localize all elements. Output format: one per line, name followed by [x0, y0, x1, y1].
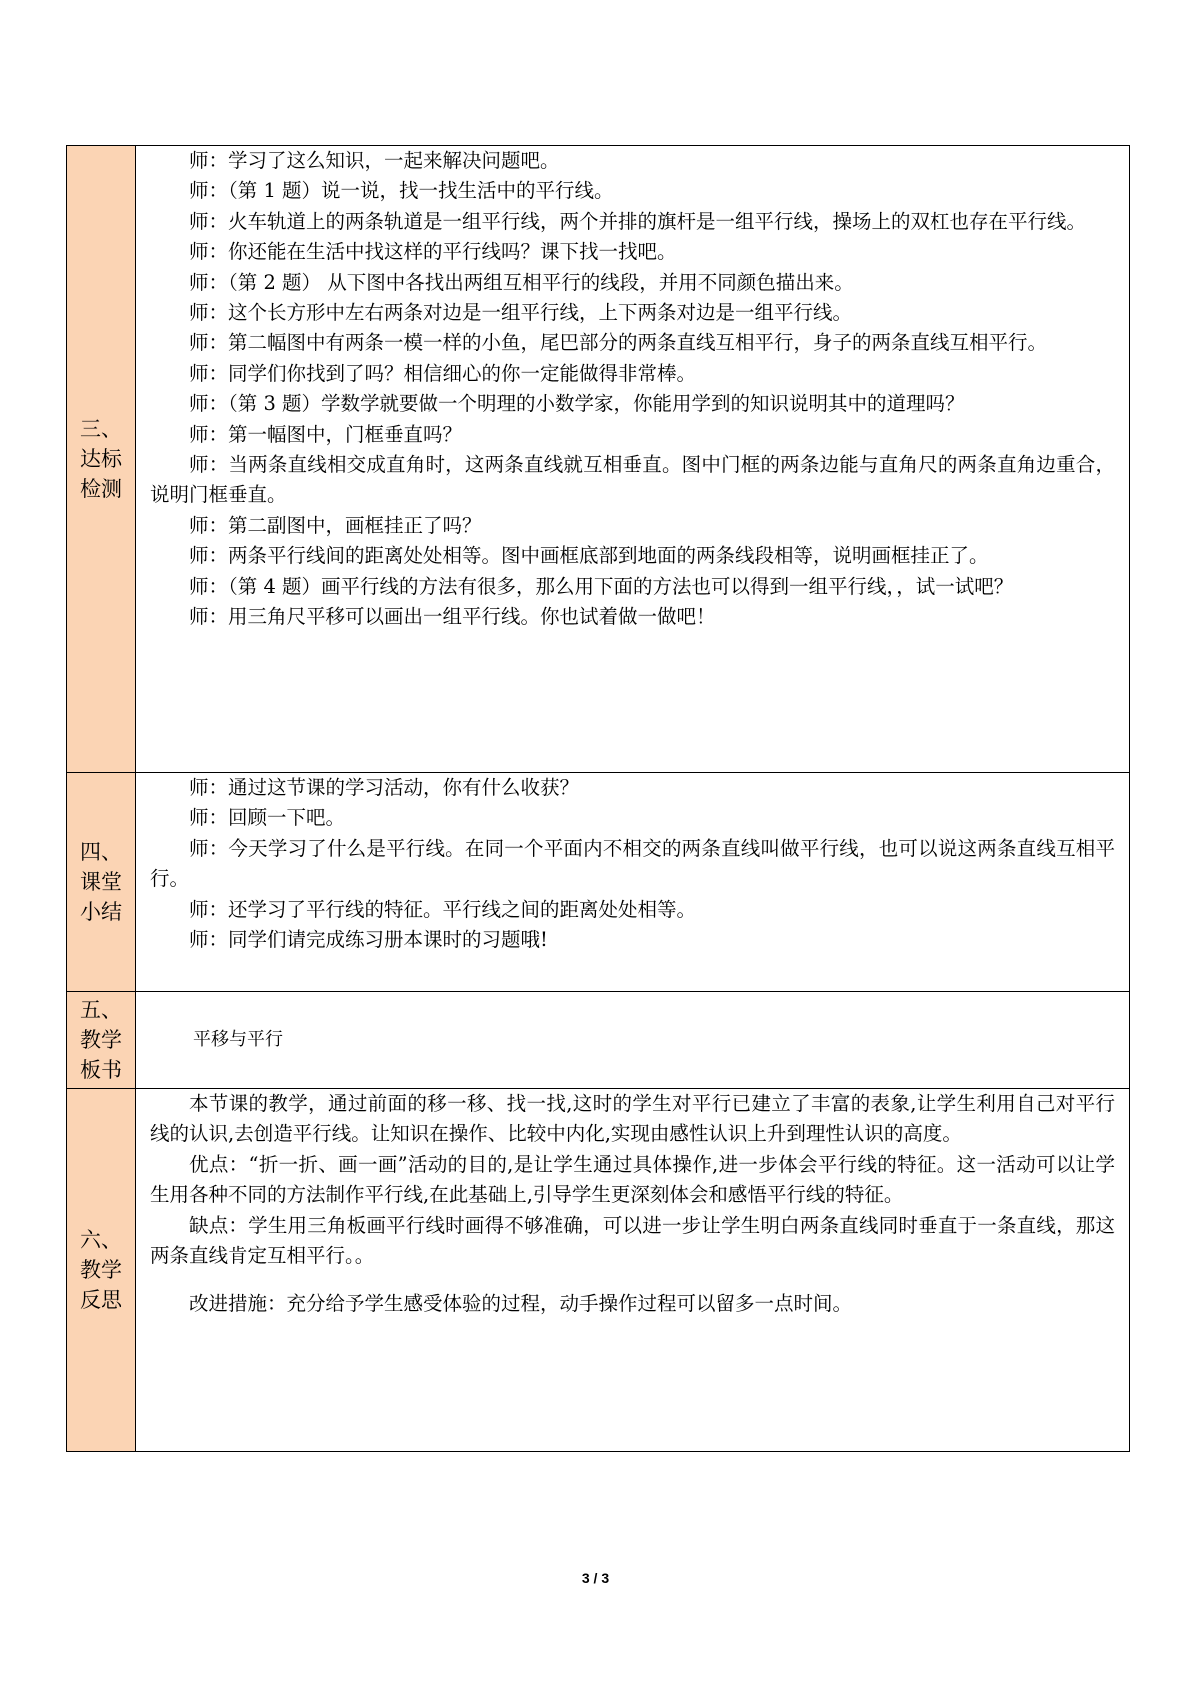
paragraph: 师：第一幅图中，门框垂直吗？ [189, 422, 463, 446]
spacer [150, 1271, 1115, 1289]
paragraph: 改进措施：充分给予学生感受体验的过程，动手操作过程可以留多一点时间。 [189, 1292, 853, 1316]
label-line: 教学 [80, 1258, 122, 1282]
label-line: 反思 [80, 1288, 122, 1312]
section-content-assessment [136, 146, 1130, 773]
section-label-board [67, 992, 136, 1089]
paragraph: 师：通过这节课的学习活动，你有什么收获？ [189, 776, 580, 799]
paragraph: 缺点：学生用三角板画平行线时画得不够准确，可以进一步让学生明白两条直线同时垂直于一条直线，那这两条直线肯定互相平行。。 [150, 1213, 1115, 1268]
label-line: 达标 [80, 447, 122, 471]
board-title: 平移与平行 [193, 1028, 283, 1050]
paragraph: 优点：“折一折、画一画”活动的目的,是让学生通过具体操作,进一步体会平行线的特征。这一活动可以让学生用各种不同的方法制作平行线,在此基础上,引导学生更深刻体会和感悟平行线的特征。 [150, 1152, 1115, 1207]
paragraph: 师：第二幅图中有两条一模一样的小鱼，尾巴部分的两条直线互相平行，身子的两条直线互相平行。 [189, 331, 1048, 355]
section-label-assessment [67, 146, 136, 773]
label-line: 检测 [80, 477, 122, 501]
paragraph: 师：（第 1 题）说一说，找一找生活中的平行线。 [189, 179, 614, 203]
paragraph: 师：你还能在生活中找这样的平行线吗？课下找一找吧。 [189, 240, 677, 264]
paragraph: 本节课的教学，通过前面的移一移、找一找,这时的学生对平行已建立了丰富的表象,让学生利用自己对平行线的认识,去创造平行线。让知识在操作、比较中内化,实现由感性认识上升到理性认识的高度。 [150, 1092, 1115, 1146]
page-number: 3 / 3 [581, 1570, 610, 1586]
label-line: 教学 [80, 1028, 122, 1052]
paragraph: 师：第二副图中，画框挂正了吗？ [189, 513, 482, 537]
paragraph: 师：火车轨道上的两条轨道是一组平行线，两个并排的旗杆是一组平行线，操场上的双杠也存在平行线。 [189, 209, 1087, 233]
label-line: 板书 [80, 1058, 122, 1082]
paragraph: 师：（第 3 题）学数学就要做一个明理的小数学家，你能用学到的知识说明其中的道理吗？ [189, 392, 965, 416]
paragraph: 师：（第 4 题）画平行线的方法有很多，那么用下面的方法也可以得到一组平行线，，试一试吧？ [189, 574, 1014, 598]
paragraph: 师：同学们你找到了吗？相信细心的你一定能做得非常棒。 [189, 361, 697, 385]
paragraph: 师：学习了这么知识，一起来解决问题吧。 [189, 149, 560, 172]
section-row-reflection [67, 1089, 1130, 1452]
paragraph: 师：这个长方形中左右两条对边是一组平行线，上下两条对边是一组平行线。 [189, 301, 853, 325]
paragraph: 师：同学们请完成练习册本课时的习题哦! [189, 928, 548, 952]
label-line: 课堂 [80, 870, 122, 894]
section-row-summary [67, 773, 1130, 992]
section-row-assessment [67, 146, 1130, 773]
section-content-reflection [136, 1089, 1130, 1452]
label-line: 五、 [80, 998, 122, 1022]
section-label-summary [67, 773, 136, 992]
section-label-reflection [67, 1089, 136, 1452]
label-line: 三、 [80, 417, 122, 441]
label-line: 小结 [80, 900, 122, 924]
label-line: 四、 [80, 840, 122, 864]
paragraph: 师：两条平行线间的距离处处相等。图中画框底部到地面的两条线段相等，说明画框挂正了。 [189, 544, 989, 568]
lesson-plan-table [66, 145, 1130, 1452]
paragraph: 师：还学习了平行线的特征。平行线之间的距离处处相等。 [189, 897, 697, 921]
paragraph: 师：用三角尺平移可以画出一组平行线。你也试着做一做吧！ [189, 605, 716, 629]
paragraph: 师：当两条直线相交成直角时，这两条直线就互相垂直。图中门框的两条边能与直角尺的两条直角边重合，说明门框垂直。 [150, 453, 1115, 507]
section-content-summary [136, 773, 1130, 992]
label-line: 六、 [80, 1228, 122, 1252]
paragraph: 师：（第 2 题） 从下图中各找出两组互相平行的线段，并用不同颜色描出来。 [189, 270, 854, 294]
paragraph: 师：今天学习了什么是平行线。在同一个平面内不相交的两条直线叫做平行线，也可以说这两条直线互相平行。 [150, 836, 1115, 891]
section-row-board [67, 992, 1130, 1089]
section-content-board [136, 992, 1130, 1089]
paragraph: 师：回顾一下吧。 [189, 806, 346, 830]
